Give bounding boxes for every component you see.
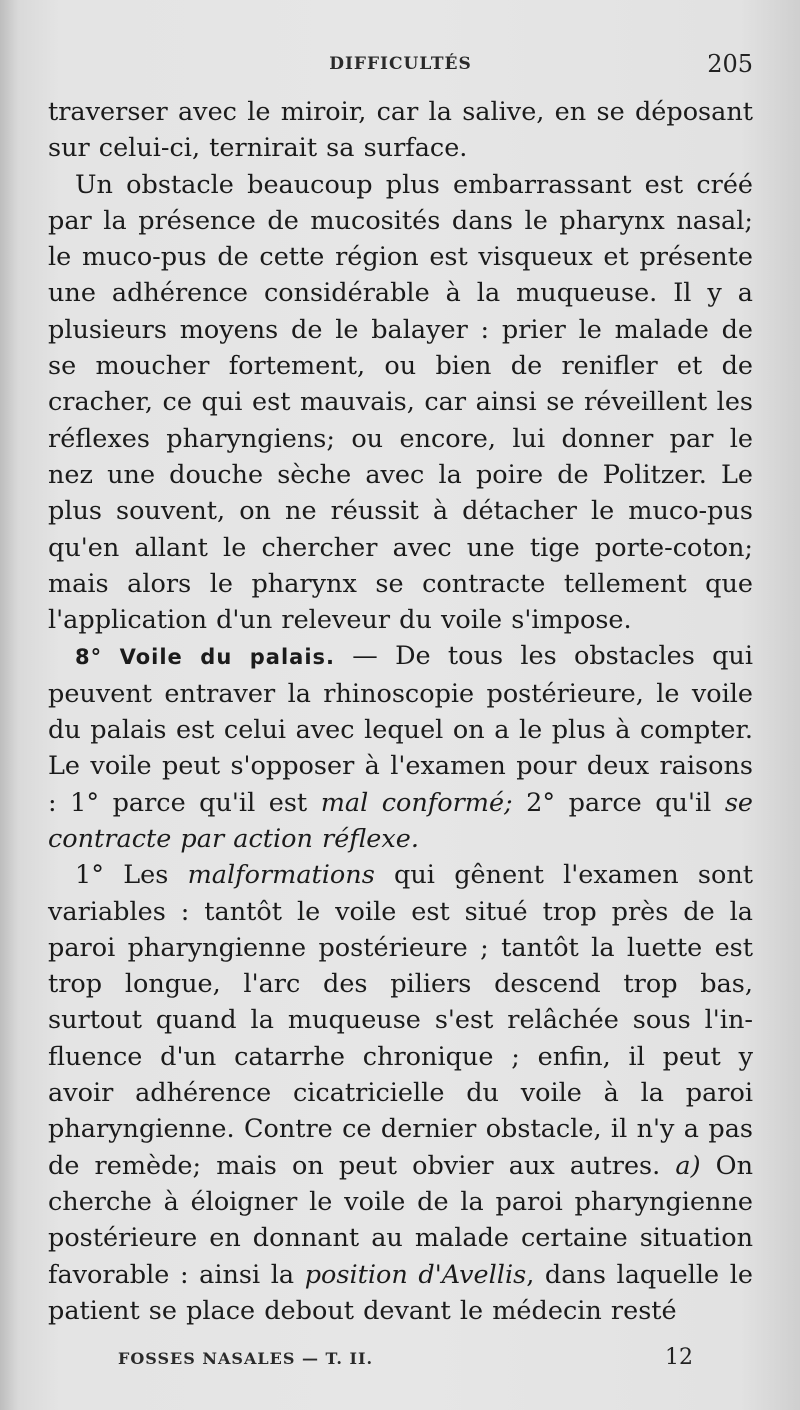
- section-heading: 8° Voile du palais.: [75, 645, 336, 670]
- paragraph-4-text-d: , dans laquelle le patient se place debout devant le médecin resté: [48, 1259, 753, 1326]
- paragraph-3: [48, 638, 753, 857]
- page-number: 205: [707, 50, 753, 78]
- body-text: [48, 94, 753, 1329]
- paragraph-4-italic-2: a): [675, 1150, 701, 1181]
- page-header: [48, 50, 753, 84]
- page-footer: [118, 1345, 693, 1375]
- paragraph-1-text: traverser avec le miroir, car la salive, en se déposant sur celui-ci, ternirait sa surface.: [48, 97, 753, 164]
- paragraph-4-text-c: On cherche à éloigner le voile de la paroi pharyngienne postérieure en donnant au malade certaine situation favorable : ainsi la: [48, 1150, 753, 1290]
- paragraph-3-text-a: — De tous les obstacles qui peuvent entraver la rhinoscopie postérieure, le voile du palais est celui avec lequel on a le plus à compter. Le voile peut s'opposer à l'examen pour deux raisons : 1° parce qu'il est: [48, 641, 753, 818]
- paragraph-4-text-a: 1° Les: [75, 860, 188, 891]
- paragraph-2: [48, 167, 753, 639]
- paragraph-4-text-b: qui gênent l'examen sont variables : tantôt le voile est situé trop près de la paroi pharyngienne postérieure ; tantôt la luette est trop longue, l'arc des piliers descend trop bas, surtout quand la muqueuse s'est relâchée sous l'influence d'un catarrhe chronique ; enfin, il peut y avoir adhérence cicatricielle du voile à la paroi pharyngienne. Contre ce dernier obstacle, il n'y a pas de remède; mais on peut obvier aux autres.: [48, 860, 753, 1181]
- running-title: DIFFICULTÉS: [329, 54, 472, 74]
- paragraph-4: [48, 857, 753, 1329]
- signature-number: 12: [665, 1345, 693, 1370]
- paragraph-4-italic-3: position d'Avellis: [304, 1259, 527, 1290]
- paragraph-3-text-b: 2° parce qu'il: [512, 787, 725, 818]
- paragraph-3-italic-2: se contracte par action réflexe.: [48, 787, 753, 854]
- signature-label: FOSSES NASALES — T. II.: [118, 1349, 374, 1368]
- paragraph-3-italic-1: mal conformé;: [320, 787, 513, 818]
- paragraph-2-text: Un obstacle beaucoup plus embarrassant est créé par la présence de mucosités dans le pharynx nasal; le muco-pus de cette région est visqueux et présente une adhérence considérable à la muqueuse. Il y a plusieurs moyens de le balayer : prier le malade de se moucher fortement, ou bien de renifler et de cracher, ce qui est mauvais, car ainsi se réveillent les réflexes pharyngiens; ou encore, lui donner par le nez une douche sèche avec la poire de Politzer. Le plus souvent, on ne réussit à détacher le muco-pus qu'en allant le chercher avec une tige porte-coton; mais alors le pharynx se contracte tellement que l'application d'un releveur du voile s'impose.: [48, 169, 753, 636]
- paragraph-4-italic-1: malformations: [187, 860, 375, 891]
- paragraph-1: [48, 94, 753, 167]
